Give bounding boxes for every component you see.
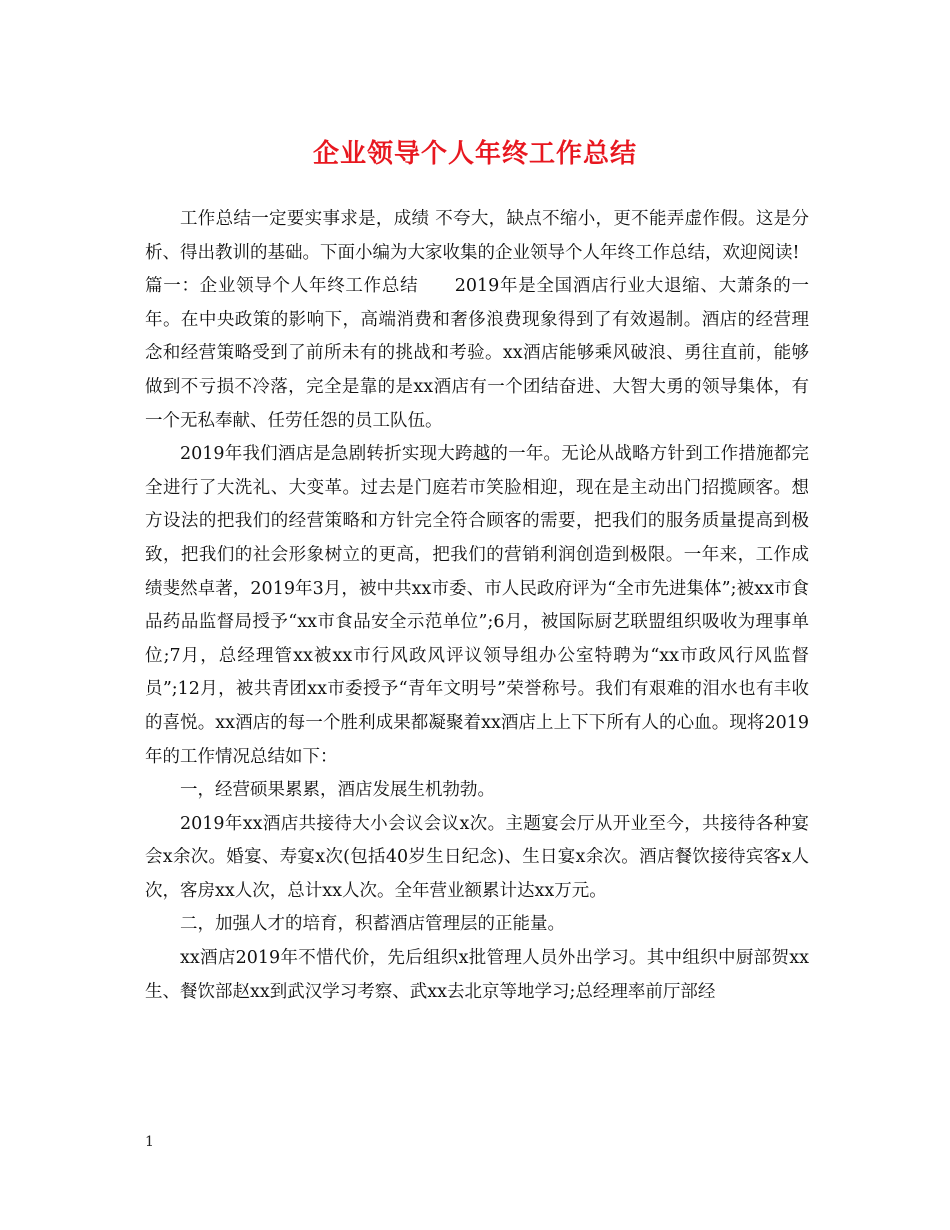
- paragraph-2019-review: 2019年我们酒店是急剧转折实现大跨越的一年。无论从战略方针到工作措施都完全进行了大洗礼、大变革。过去是门庭若市笑脸相迎，现在是主动出门招揽顾客。想方设法的把我们的经营策略和方针完全符合顾客的需要，把我们的服务质量提高到极致，把我们的社会形象树立的更高，把我们的营销利润创造到极限。一年来，工作成绩斐然卓著，2019年3月，被中共xx市委、市人民政府评为“全市先进集体”;被xx市食品药品监督局授予“xx市食品安全示范单位”;6月，被国际厨艺联盟组织吸收为理事单位;7月，总经理管xx被xx市行风政风评议领导组办公室特聘为“xx市政风行风监督员”;12月，被共青团xx市委授予“青年文明号”荣誉称号。我们有艰难的泪水也有丰收的喜悦。xx酒店的每一个胜利成果都凝聚着xx酒店上上下下所有人的心血。现将2019年的工作情况总结如下：: [145, 444, 809, 767]
- document-title: 企业领导个人年终工作总结: [312, 139, 637, 169]
- paragraph-talent: xx酒店2019年不惜代价，先后组织x批管理人员外出学习。其中组织中厨部贺xx生、餐饮部赵xx到武汉学习考察、武xx去北京等地学习;总经理率前厅部经: [145, 948, 809, 1002]
- paragraph-part-one: 篇一：企业领导个人年终工作总结 2019年是全国酒店行业大退缩、大萧条的一年。在中央政策的影响下，高端消费和奢侈浪费现象得到了有效遏制。酒店的经营理念和经营策略受到了前所未有的挑战和考验。xx酒店能够乘风破浪、勇往直前，能够做到不亏损不冷落，完全是靠的是xx酒店有一个团结奋进、大智大勇的领导集体，有一个无私奉献、任劳任怨的员工队伍。: [145, 276, 809, 431]
- page-number: 1: [145, 1134, 154, 1150]
- section-heading-two: 二，加强人才的培育，积蓄酒店管理层的正能量。: [180, 914, 565, 935]
- section-heading-one: 一，经营硕果累累，酒店发展生机勃勃。: [180, 780, 495, 801]
- paragraph-intro: 工作总结一定要实事求是，成绩 不夸大，缺点不缩小，更不能弄虚作假。这是分析、得出教训的基础。下面小编为大家收集的企业领导个人年终工作总结，欢迎阅读!: [145, 209, 809, 263]
- paragraph-operations: 2019年xx酒店共接待大小会议会议x次。主题宴会厅从开业至今，共接待各种宴会x余次。婚宴、寿宴x次(包括40岁生日纪念)、生日宴x余次。酒店餐饮接待宾客x人次，客房xx人次，总计xx人次。全年营业额累计达xx万元。: [145, 813, 809, 901]
- document-body: [145, 203, 809, 1009]
